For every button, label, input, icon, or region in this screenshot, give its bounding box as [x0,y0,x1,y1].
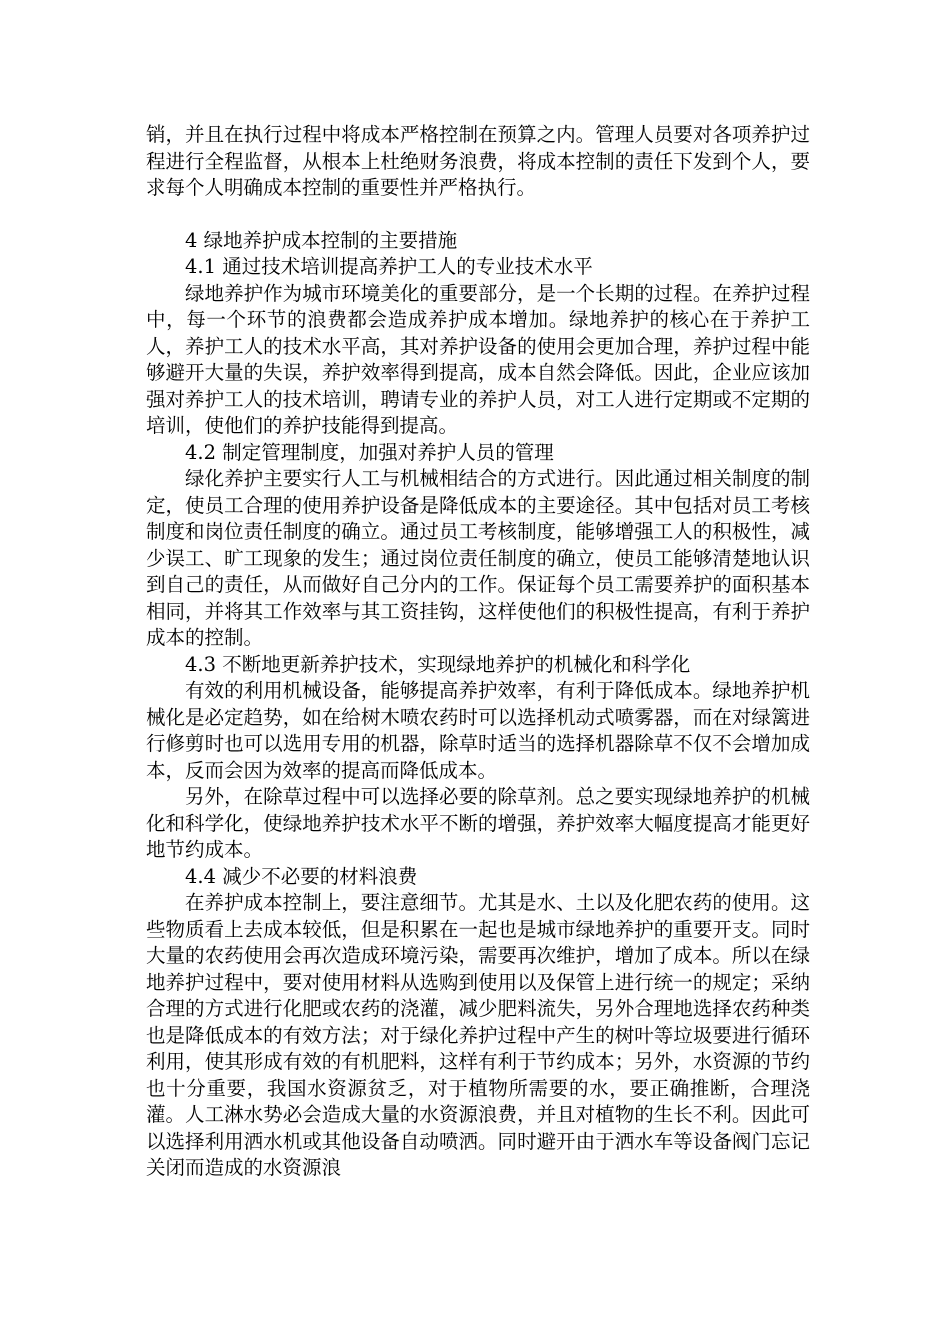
subsection-heading-4-3: 4.3 不断地更新养护技术，实现绿地养护的机械化和科学化 [185,652,691,676]
paragraph-4-3-b: 另外，在除草过程中可以选择必要的除草剂。总之要实现绿地养护的机械化和科学化，使绿地养护技术水平不断的增强，养护效率大幅度提高才能更好地节约成本。 [146,785,810,861]
subsection-heading-4-2: 4.2 制定管理制度，加强对养护人员的管理 [185,440,554,464]
paragraph-4-1: 绿地养护作为城市环境美化的重要部分，是一个长期的过程。在养护过程中，每一个环节的浪费都会造成养护成本增加。绿地养护的核心在于养护工人，养护工人的技术水平高，其对养护设备的使用会更加合理，养护过程中能够避开大量的失误，养护效率得到提高，成本自然会降低。因此，企业应该加强对养护工人的技术培训，聘请专业的养护人员，对工人进行定期或不定期的培训，使他们的养护技能得到提高。 [146,281,810,437]
paragraph-4-3-a: 有效的利用机械设备，能够提高养护效率，有利于降低成本。绿地养护机械化是必定趋势，如在给树木喷农药时可以选择机动式喷雾器，而在对绿篱进行修剪时也可以选用专用的机器，除草时适当的选择机器除草不仅不会增加成本，反而会因为效率的提高而降低成本。 [146,679,810,782]
subsection-heading-4-4: 4.4 减少不必要的材料浪费 [185,864,418,888]
document-body [146,122,810,1182]
paragraph-4-2: 绿化养护主要实行人工与机械相结合的方式进行。因此通过相关制度的制定，使员工合理的使用养护设备是降低成本的主要途径。其中包括对员工考核制度和岗位责任制度的确立。通过员工考核制度，能够增强工人的积极性，减少误工、旷工现象的发生；通过岗位责任制度的确立，使员工能够清楚地认识到自己的责任，从而做好自己分内的工作。保证每个员工需要养护的面积基本相同，并将其工作效率与其工资挂钩，这样使他们的积极性提高，有利于养护成本的控制。 [146,467,810,649]
paragraph-4-4: 在养护成本控制上，要注意细节。尤其是水、土以及化肥农药的使用。这些物质看上去成本较低，但是积累在一起也是城市绿地养护的重要开支。同时大量的农药使用会再次造成环境污染，需要再次维护，增加了成本。所以在绿地养护过程中，要对使用材料从选购到使用以及保管上进行统一的规定；采纳合理的方式进行化肥或农药的浇灌，减少肥料流失，另外合理地选择农药种类也是降低成本的有效方法；对于绿化养护过程中产生的树叶等垃圾要进行循环利用，使其形成有效的有机肥料，这样有利于节约成本；另外，水资源的节约也十分重要，我国水资源贫乏，对于植物所需要的水，要正确推断，合理浇灌。人工淋水势必会造成大量的水资源浪费，并且对植物的生长不利。因此可以选择利用洒水机或其他设备自动喷洒。同时避开由于洒水车等设备阀门忘记关闭而造成的水资源浪 [146,891,810,1179]
section-heading-4: 4 绿地养护成本控制的主要措施 [185,228,458,252]
subsection-heading-4-1: 4.1 通过技术培训提高养护工人的专业技术水平 [185,255,593,278]
paragraph-gap [146,202,810,228]
paragraph-continuation: 销，并且在执行过程中将成本严格控制在预算之内。管理人员要对各项养护过程进行全程监督，从根本上杜绝财务浪费，将成本控制的责任下发到个人，要求每个人明确成本控制的重要性并严格执行。 [146,123,810,199]
